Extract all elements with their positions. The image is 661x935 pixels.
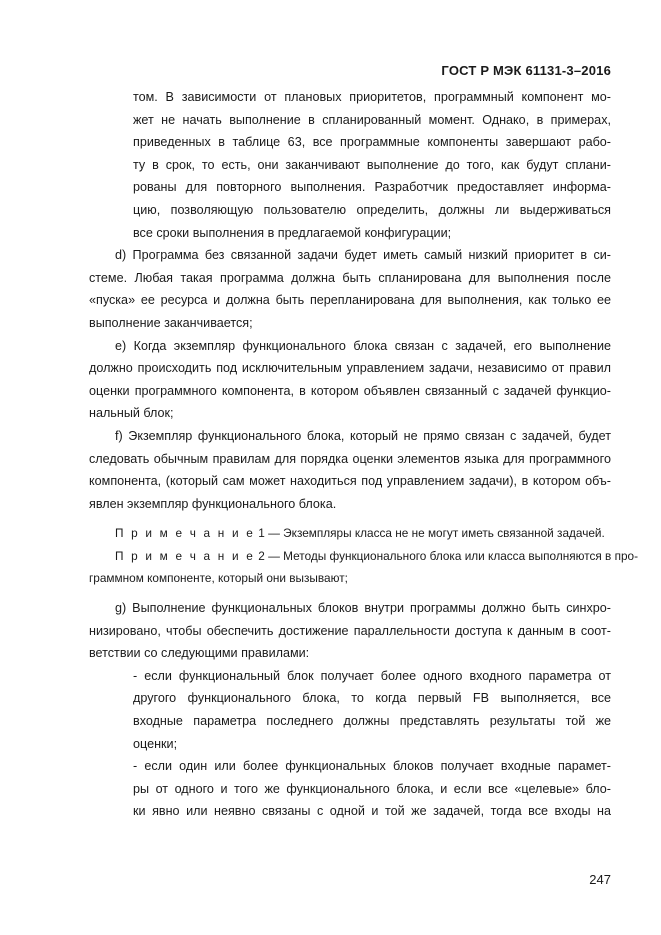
text-line: оценки программного компонента, в котором объявлен связанный с задачей функцио- [89,383,611,398]
text-line: g) Выполнение функциональных блоков внутри программы должно быть синхро- [115,601,611,616]
text-line: нальный блок; [89,406,174,421]
text-line: следовать обычным правилам для порядка оценки элементов языка для программного [89,451,611,466]
note-text: 2 — Методы функционального блока или класса выполняются в про- [254,548,639,563]
page-number: 247 [589,872,611,887]
text-line: «пуска» ее ресурса и должна быть перепланирована для выполнения, как только ее [89,293,611,308]
text-line: выполнение заканчивается; [89,315,253,330]
rule-2 [89,755,611,823]
text-line: низировано, чтобы обеспечить достижение параллельности доступа к данным в соот- [89,623,611,638]
text-line: должно происходить под исключительным управлением задачи, независимо от правил [89,361,611,376]
text-line: ту в срок, то есть, они заканчивают выполнение до того, как будут сплани- [133,157,611,172]
note-line [89,545,639,568]
note-label: П р и м е ч а н и е [115,548,255,563]
text-line: f) Экземпляр функционального блока, который не прямо связан с задачей, будет [115,428,611,443]
rule-1 [89,665,611,755]
text-line: приведенных в таблице 63, все программные компоненты завершают рабо- [133,135,611,150]
document-header: ГОСТ Р МЭК 61131-3–2016 [441,63,611,78]
note-2 [89,545,639,590]
text-line: рованы для повторного выполнения. Разработчик предоставляет информа- [133,180,611,195]
text-line: е) Когда экземпляр функционального блока связан с задачей, его выполнение [115,338,611,353]
note-line [89,522,611,545]
text-line: ки явно или неявно связаны с одной и той же задачей, тогда все входы на [133,804,611,819]
text-line: ры от одного и того же функционального блока, и если все «целевые» бло- [133,781,611,796]
note-text: 1 — Экземпляры класса не не могут иметь связанной задачей. [254,526,605,541]
note-line: граммном компоненте, который они вызывают; [89,571,348,586]
text-line: - если один или более функциональных блоков получает входные парамет- [133,759,611,774]
text-line: компонента, (который сам может находиться под управлением задачи), в котором объ- [89,474,611,489]
text-line: том. В зависимости от плановых приоритетов, программный компонент мо- [133,90,611,104]
note-label: П р и м е ч а н и е [115,526,255,541]
text-line: d) Программа без связанной задачи будет иметь самый низкий приоритет в си- [115,248,611,263]
text-line: другого функционального блока, то когда первый FB выполняется, все [133,691,611,706]
item-g-paragraph [89,597,611,665]
item-e-paragraph [89,335,611,425]
text-line: входные параметра последнего должны представлять результаты той же [133,714,611,729]
text-line: все сроки выполнения в предлагаемой конфигурации; [133,225,452,240]
continuation-paragraph [89,86,611,244]
text-line: ветствии со следующими правилами: [89,646,310,661]
text-line: жет не начать выполнение в спланированный момент. Однако, в примерах, [133,112,611,127]
text-line: оценки; [133,736,178,751]
page-body [89,86,639,823]
text-line: - если функциональный блок получает более одного входного параметра от [133,668,611,683]
note-1 [89,522,611,545]
text-line: явлен экземпляр функционального блока. [89,496,337,511]
text-line: цию, позволяющую пользователю определить, должны ли выдерживаться [133,202,611,217]
item-d-paragraph [89,244,611,334]
item-f-paragraph [89,425,611,515]
text-line: стеме. Любая такая программа должна быть спланирована для выполнения после [89,270,611,285]
